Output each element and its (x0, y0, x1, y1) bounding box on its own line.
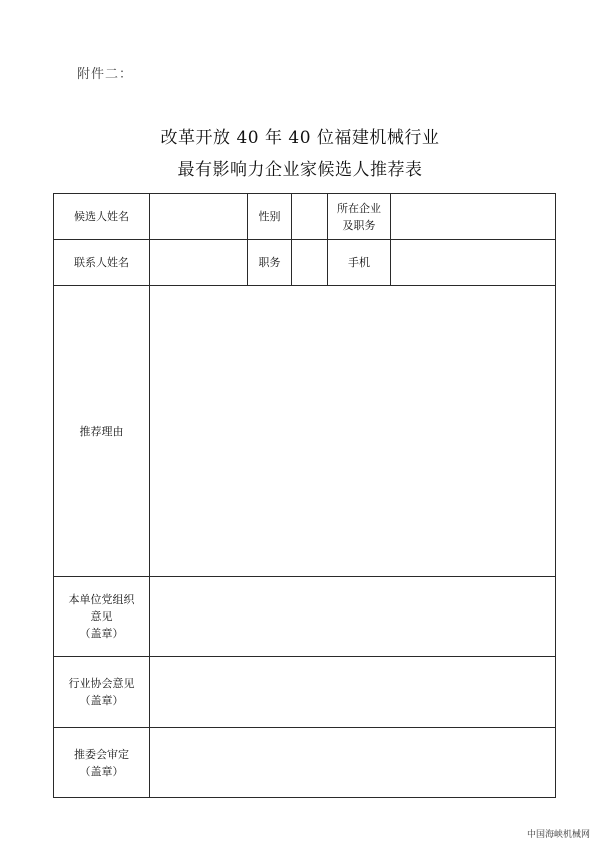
company-position-label-line-1: 所在企业 (337, 201, 381, 215)
gender-label: 性别 (248, 194, 292, 240)
party-opinion-label-line-1: 本单位党组织 (68, 593, 135, 606)
mobile-field[interactable] (391, 240, 556, 286)
candidate-name-label: 候选人姓名 (54, 194, 150, 240)
recommendation-form-table (53, 193, 556, 798)
form-row-candidate (54, 194, 556, 240)
form-row-association-opinion (54, 657, 556, 728)
form-row-contact (54, 240, 556, 286)
contact-name-field[interactable] (150, 240, 248, 286)
association-opinion-field[interactable] (150, 657, 556, 728)
candidate-name-field[interactable] (150, 194, 248, 240)
company-position-field[interactable] (391, 194, 556, 240)
committee-review-label (54, 728, 150, 798)
document-title-line-1: 改革开放 40 年 40 位福建机械行业 (160, 128, 440, 148)
party-opinion-label-line-3: （盖章） (79, 627, 124, 640)
position-field[interactable] (292, 240, 328, 286)
party-opinion-label (54, 577, 150, 657)
party-opinion-field[interactable] (150, 577, 556, 657)
gender-field[interactable] (292, 194, 328, 240)
association-opinion-label-line-2: （盖章） (79, 694, 124, 707)
document-title-line-2: 最有影响力企业家候选人推荐表 (177, 160, 423, 180)
contact-name-label: 联系人姓名 (54, 240, 150, 286)
recommendation-reason-label: 推荐理由 (54, 286, 150, 577)
company-position-label-line-2: 及职务 (342, 218, 376, 232)
association-opinion-label (54, 657, 150, 728)
position-label: 职务 (248, 240, 292, 286)
committee-review-label-line-2: （盖章） (79, 764, 124, 778)
form-row-committee-review (54, 728, 556, 798)
committee-review-field[interactable] (150, 728, 556, 798)
form-row-party-opinion (54, 577, 556, 657)
recommendation-reason-field[interactable] (150, 286, 556, 577)
attachment-label: 附件二： (77, 67, 134, 82)
party-opinion-label-line-2: 意见 (90, 610, 113, 623)
form-row-reason (54, 286, 556, 577)
committee-review-label-line-1: 推委会审定 (74, 747, 129, 761)
company-position-label (328, 194, 391, 240)
mobile-label: 手机 (328, 240, 391, 286)
footer-watermark: 中国海峡机械网 (526, 830, 590, 840)
association-opinion-label-line-1: 行业协会意见 (68, 677, 135, 690)
